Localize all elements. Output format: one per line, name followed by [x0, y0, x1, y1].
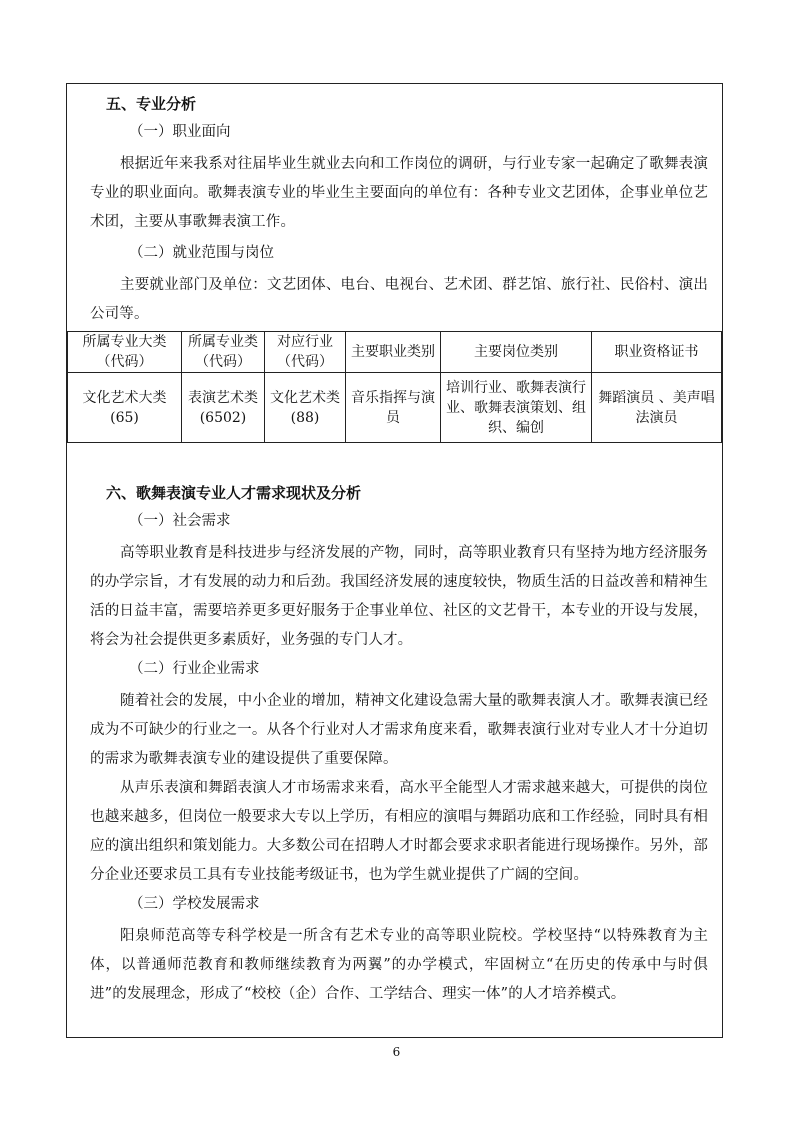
table-row — [68, 373, 722, 443]
document-body — [67, 84, 722, 1009]
page-number: 6 — [392, 1045, 401, 1059]
table-header-cell: 所属专业大类（代码） — [68, 332, 182, 373]
section-6-para3: 从声乐表演和舞蹈表演人才市场需求来看，高水平全能型人才需求越来越大，可提供的岗位也越来越多，但岗位一般要求大专以上学历，有相应的演唱与舞蹈功底和工作经验，同时具有相应的演出组织和策划能力。大多数公司在招聘人才时都会要求求职者能进行现场操作。另外，部分企业还要求员工具有专业技能考级证书，也为学生就业提供了广阔的空间。 — [90, 780, 708, 883]
section-6-para4: 阳泉师范高等专科学校是一所含有艺术专业的高等职业院校。学校坚持“以特殊教育为主体，以普通师范教育和教师继续教育为两翼”的办学模式，牢固树立“在历史的传承中与时俱进”的发展理念，形成了“校校（企）合作、工学结合、理实一体”的人才培养模式。 — [90, 928, 708, 1002]
table-cell: 培训行业、歌舞表演行业、歌舞表演策划、组织、编创 — [441, 373, 592, 443]
table-cell: 表演艺术类(6502) — [182, 373, 265, 443]
table-header-cell: 职业资格证书 — [592, 332, 722, 373]
section-6-sub1: （一）社会需求 — [129, 513, 231, 529]
section-6-para1: 高等职业教育是科技进步与经济发展的产物，同时，高等职业教育只有坚持为地方经济服务的办学宗旨，才有发展的动力和后劲。我国经济发展的速度较快，物质生活的日益改善和精神生活的日益丰富，需要培养更多更好服务于企事业单位、社区的文艺骨干，本专业的开设与发展，将会为社会提供更多素质好，业务强的专门人才。 — [90, 545, 708, 648]
table-header-cell: 对应行业（代码） — [265, 332, 346, 373]
section-6-para2: 随着社会的发展，中小企业的增加，精神文化建设急需大量的歌舞表演人才。歌舞表演已经成为不可缺少的行业之一。从各个行业对人才需求角度来看，歌舞表演行业对专业人才十分迫切的需求为歌舞表演专业的建设提供了重要保障。 — [90, 693, 708, 767]
section-5-title: 五、专业分析 — [106, 95, 197, 113]
section-5-sub1: （一）职业面向 — [129, 124, 231, 140]
table-cell: 文化艺术大类(65) — [68, 373, 182, 443]
career-table — [67, 331, 722, 443]
table-cell: 舞蹈演员 、美声唱法演员 — [592, 373, 722, 443]
section-6-sub2: （二）行业企业需求 — [129, 661, 260, 677]
section-6-title: 六、歌舞表演专业人才需求现状及分析 — [106, 484, 362, 502]
table-cell: 音乐指挥与演员 — [346, 373, 441, 443]
section-5-para2: 主要就业部门及单位：文艺团体、电台、电视台、艺术团、群艺馆、旅行社、民俗村、演出公司等。 — [90, 277, 708, 322]
table-cell: 文化艺术类(88) — [265, 373, 346, 443]
section-5-para1: 根据近年来我系对往届毕业生就业去向和工作岗位的调研，与行业专家一起确定了歌舞表演专业的职业面向。歌舞表演专业的毕业生主要面向的单位有：各种专业文艺团体，企事业单位艺术团，主要从事歌舞表演工作。 — [90, 156, 708, 230]
table-header-cell: 所属专业类（代码） — [182, 332, 265, 373]
table-header-cell: 主要职业类别 — [346, 332, 441, 373]
table-header-cell: 主要岗位类别 — [441, 332, 592, 373]
section-6-sub3: （三）学校发展需求 — [129, 896, 260, 912]
section-5-sub2: （二）就业范围与岗位 — [129, 245, 274, 261]
table-header-row — [68, 332, 722, 373]
content-frame — [66, 83, 723, 1038]
